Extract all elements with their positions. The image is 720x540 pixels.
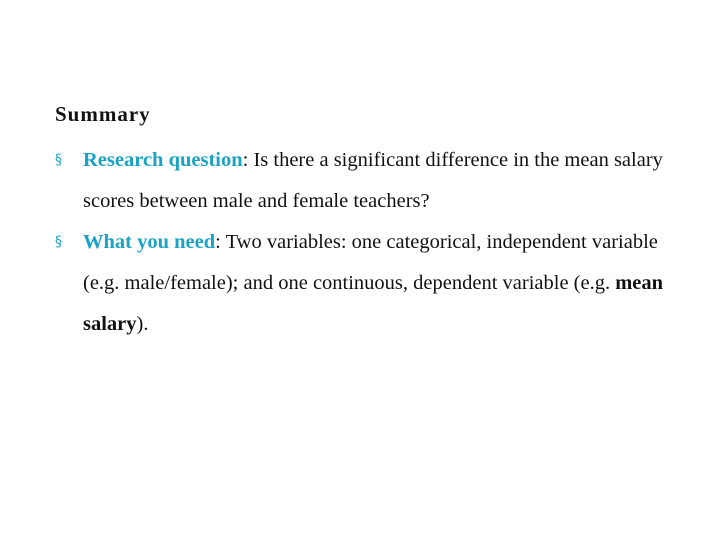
bullet-text-end: ).: [136, 313, 149, 335]
bullet-marker-icon: §: [55, 152, 62, 168]
slide-heading: Summary: [55, 102, 151, 126]
bullet-research-question: [55, 140, 695, 222]
bullet-text: : Is there a significant difference in the mean salary scores between male and female teachers?: [83, 149, 663, 212]
bullet-what-you-need: [55, 222, 695, 345]
bullet-text: : Two variables: one categorical, independent variable (e.g. male/female); and one continuous, dependent variable (e.g.: [83, 231, 658, 294]
bullet-keyword: Research question: [83, 149, 243, 171]
bullet-keyword: What you need: [83, 231, 216, 253]
bullet-emphasis: mean salary: [83, 272, 664, 335]
bullet-list: [55, 140, 695, 345]
bullet-marker-icon: §: [55, 234, 62, 250]
